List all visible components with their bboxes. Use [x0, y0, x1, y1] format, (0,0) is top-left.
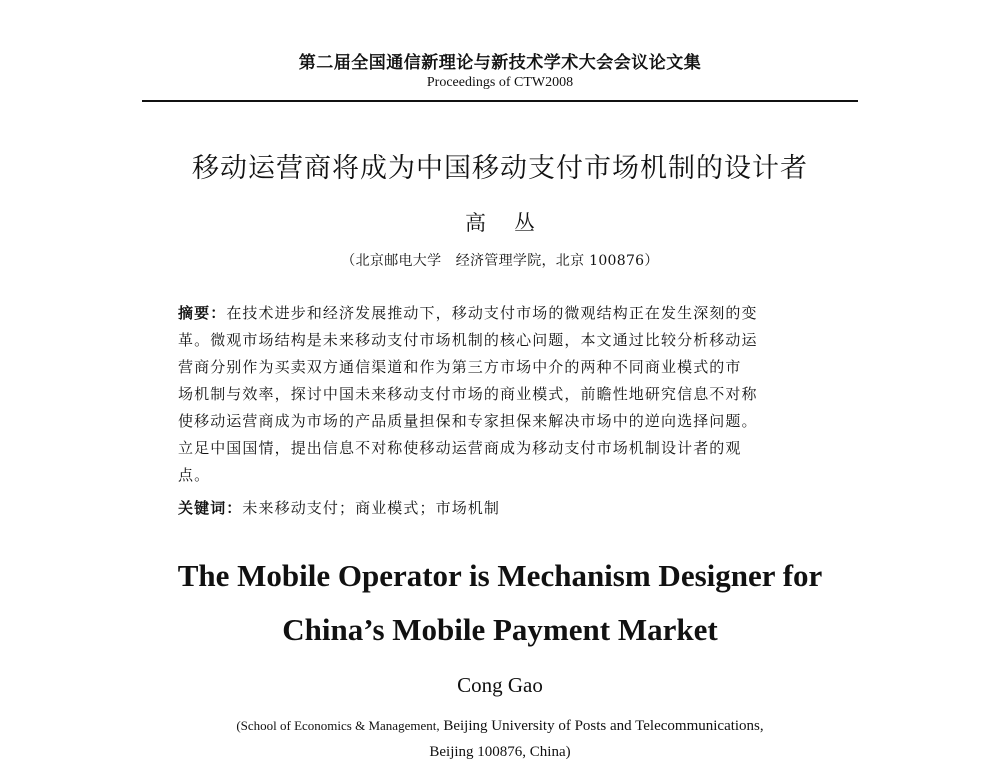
keywords-zh	[178, 495, 826, 522]
affiliation-en-line1	[0, 713, 1000, 739]
abstract-line: 革。微观市场结构是未来移动支付市场机制的核心问题，本文通过比较分析移动运	[178, 331, 758, 349]
abstract-line: 场机制与效率，探讨中国未来移动支付市场的商业模式，前瞻性地研究信息不对称	[178, 385, 758, 403]
keywords-text: 未来移动支付；商业模式；市场机制	[242, 499, 501, 517]
proceedings-label: Proceedings of CTW2008	[426, 75, 574, 90]
keywords-label: 关键词：	[178, 499, 243, 517]
abstract-zh	[178, 300, 826, 489]
abstract-text: 在技术进步和经济发展推动下，移动支付市场的微观结构正在发生深刻的变	[226, 304, 758, 322]
abstract-label: 摘要：	[178, 304, 227, 322]
affiliation-en-prefix: (School of Economics & Management,	[236, 718, 440, 733]
conference-title: 第二届全国通信新理论与新技术学术大会会议论文集	[298, 53, 702, 73]
paper-title-en-line2: China’s Mobile Payment Market	[282, 612, 718, 647]
abstract-line: 立足中国国情，提出信息不对称使移动运营商成为移动支付市场机制设计者的观	[178, 439, 742, 457]
abstract-line	[178, 300, 826, 327]
header-rule	[142, 100, 858, 102]
running-header	[0, 52, 1000, 92]
affiliation-en-rest: Beijing University of Posts and Telecommunications,	[443, 718, 764, 734]
affiliation-en-line2: Beijing 100876, China)	[429, 744, 571, 760]
paper-title-en-line1: The Mobile Operator is Mechanism Designer for	[177, 558, 823, 593]
abstract-line: 营商分别作为买卖双方通信渠道和作为第三方市场中介的两种不同商业模式的市	[178, 358, 742, 376]
affiliation-zh: （北京邮电大学 经济管理学院，北京 100876）	[341, 253, 659, 269]
paper-title-zh: 移动运营商将成为中国移动支付市场机制的设计者	[192, 153, 808, 184]
abstract-line: 使移动运营商成为市场的产品质量担保和专家担保来解决市场中的逆向选择问题。	[178, 412, 758, 430]
affiliation-en	[0, 713, 1000, 765]
author-name-en: Cong Gao	[457, 673, 543, 697]
author-name-zh: 高丛	[465, 211, 563, 235]
abstract-line: 点。	[178, 466, 211, 484]
